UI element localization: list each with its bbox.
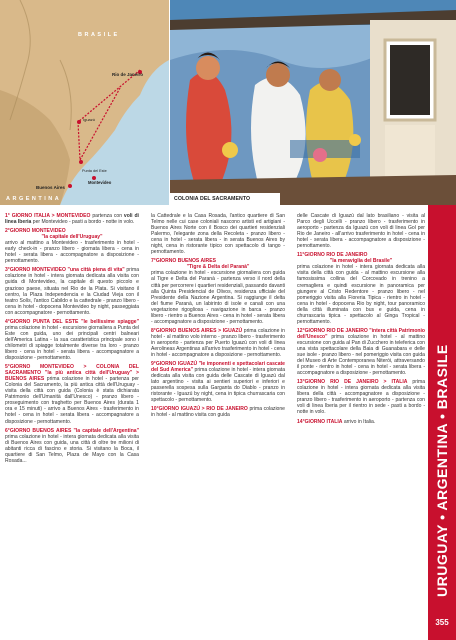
- day-title: BUENOS AIRES "la capitale dell'Argentina": [32, 427, 139, 434]
- day-title: RIO DE JANEIRO "intera città Patrimonio dell'Unesco": [297, 327, 425, 340]
- day-body: prima colazione in hotel - intera giornata dedicata alla visita libera della città - accompagnatore a disposizione - pranzo libero - trasferimento in aeroporto - partenza con voli di linea Iberia per il rientro in sede - pasti a bordo - notte in volo.: [297, 379, 426, 416]
- day-title: IGUAZÚ > RIO DE JANEIRO: [180, 406, 248, 413]
- itinerary-column-1: [5, 213, 139, 467]
- day-subtitle: "la meraviglia del Brasile": [329, 258, 393, 265]
- day-number: 1° GIORNO: [5, 213, 35, 219]
- day-body: prima colazione in hotel - intera giornata dedicata alla visita di Buenos Aires con guida, una città di oltre tre milioni di abitanti ricca di fascino e storia. Si visitano la Boca, il quartiere di San Telmo, Plaza de Mayo con la Casa Rosada...: [5, 433, 139, 464]
- day-entry: [5, 267, 139, 315]
- day-body: prima colazione in hotel - partenza per Colonia del Sacramento, la più antica città dell'Uruguay - visita della città con guida (Colonia è stata dichiarata Patrimonio dell'Umanità dall'Unesco) - pranzo libero - proseguimento con traghetto per Buenos Aires (durata 1 ora e 15 minuti) - arrivo a Buenos Aires - trasferimento in hotel - cena in hotel - serata libera - accompagnatore a disposizione - pernottamento.: [5, 376, 139, 425]
- itinerary-column-3: [297, 213, 425, 428]
- day-entry: [151, 213, 285, 255]
- day-entry: [151, 406, 285, 418]
- day-title: BUENOS AIRES: [177, 258, 216, 265]
- day-entry: [5, 428, 139, 464]
- day-body: prima colazione in hotel - intera giornata dedicata alla visita con guida delle Cascate di Iguazú dal lato argentino - visita ai sentieri superiori e inferiori e passerella sospesa sulla Garganta do Diablo - pranzo in ristorante - Iguazú by night, cena in tipica churrascaria con spettacolo - pernottamento.: [151, 367, 286, 404]
- day-entry: [297, 213, 425, 249]
- map-label-brasile: BRASILE: [78, 32, 120, 38]
- day-body: prima colazione in hotel - intera giornata dedicata alla visita della città con guida - al mattino escursione alla famosissima collina del Corcovado in trenino a cremagliera e quindi escursione in panoramica per giungere al Cristo Redentore - pranzo libero - nel pomeriggio visita alla Fioreria Tipica - rientro in hotel - cena in hotel - dopocena Rio by night, tour panoramico della città illuminata con bus e guida, cena in churrascaria tipica - spettacolo al Ginga Tropical - pernottamento.: [297, 264, 425, 325]
- day-entry: [151, 328, 285, 358]
- map-label-punta: Punta del Este: [82, 169, 107, 173]
- sidebar-title: URUGUAY • ARGENTINA • BRASILE: [434, 344, 450, 597]
- day-number: 14°GIORNO: [297, 418, 327, 425]
- day-number: 2°GIORNO: [5, 228, 32, 235]
- day-title: BUENOS AIRES > IGUAZÚ: [177, 327, 243, 334]
- day-entry: [5, 319, 139, 361]
- photo-caption: COLONIA DEL SACRAMENTO: [170, 193, 280, 205]
- day-body: prima colazione in hotel - al mattino visita con guida: [151, 406, 285, 419]
- day-entry: [151, 361, 285, 403]
- day-body: partenza con: [92, 213, 124, 219]
- day-subtitle: "la capitale dell'Uruguay": [41, 234, 103, 241]
- day-entry: [297, 252, 425, 325]
- map-label-buenos: Buenos Aires: [36, 185, 65, 190]
- day-number: 5°GIORNO: [5, 364, 40, 371]
- day-number: 6°GIORNO: [5, 427, 33, 434]
- day-highlight: voli di linea Iberia: [5, 213, 139, 226]
- day-entry: [5, 364, 139, 424]
- day-title: MONTEVIDEO "una città piena di vita": [31, 267, 125, 274]
- day-title: MONTEVIDEO > COLONIA DEL SACRAMENTO "la più antica città dell'Uruguay" > BUENOS AIRES: [5, 364, 140, 383]
- route-map: [0, 0, 169, 205]
- day-subtitle: "Tigre & Delta del Paranà": [186, 264, 250, 271]
- day-number: 10°GIORNO: [151, 406, 181, 413]
- day-title: IGUAZÚ "le imponenti e spettacolari cascate del Sud America": [151, 361, 285, 374]
- day-body: prima colazione in hotel - escursione giornaliera a Punta del Este con guida, uno dei principali centri balneari dell'America Latina - la sua caratteristica principale sono i chilometri di spiagge totalmente diverse tra loro - pranzo libero - cena in hotel - serata libera - accompagnatore a disposizione - pernottamento.: [5, 324, 139, 362]
- day-number: 12°GIORNO: [297, 327, 327, 334]
- day-title: RIO DE JANEIRO: [326, 252, 368, 259]
- day-body: prima colazione in hotel - al mattino escursione con guida al Pan di Zucchero in teleferica con una vista spettacolare della Baia di Guanabara e delle sue isole - pranzo libero - nel pomeriggio visita con guida del Museo di Arte Contemporanea Niterói, attraversando il ponte - rientro in hotel - cena in hotel - serata libera - accompagnatore a disposizione - pernottamento.: [297, 333, 426, 377]
- day-entry: [151, 258, 285, 325]
- day-body: prima colazione in hotel - escursione giornaliera con guida al Tigre e Delta del Paranà - partenza verso il nord della città per percorrere i quartieri residenziali, passando davanti alla Quinta Presidencial de Olivos, residenza ufficiale del Presidente della Nazione Argentina. Si raggiunge il delta del fiume Paranà, un labirinto di isole e canali con una vegetazione rigogliosa - navigazione in barca - pranzo libero - rientro a Buenos Aires - cena in hotel - serata libera - accompagnatore a disposizione - pernottamento.: [151, 270, 285, 325]
- day-number: 9°GIORNO: [151, 361, 178, 368]
- day-entry: [5, 213, 139, 225]
- map-label-rio: Rio de Janeiro: [112, 72, 144, 77]
- day-body-rest: per Montevideo - pasti a bordo - notte in volo.: [31, 219, 135, 226]
- day-number: 4°GIORNO: [5, 318, 33, 325]
- day-body: prima colazione in hotel - al mattino volo interno - pranzo libero - trasferimento in aeroporto - partenza per Puerto Iguazú con voli di linea Aerolineas Argentinas all'arrivo trasferimento in hotel - cena in hotel - accompagnatore a disposizione - pernottamento.: [151, 327, 285, 359]
- map-label-iguazu: Iguazú: [83, 117, 96, 122]
- day-title: RIO DE JANEIRO > ITALIA: [330, 379, 408, 386]
- day-entry: [297, 419, 425, 425]
- day-entry: [297, 328, 425, 376]
- day-number: 7°GIORNO: [151, 258, 178, 265]
- page-number: 355: [435, 618, 449, 627]
- map-label-montevideo: Montevideo: [88, 180, 112, 185]
- day-title: ITALIA: [326, 418, 343, 425]
- itinerary-columns: [5, 213, 425, 635]
- day-title: MONTEVIDEO: [31, 228, 66, 235]
- day-number: 3°GIORNO: [5, 267, 32, 274]
- day-number: 8°GIORNO: [151, 327, 178, 334]
- day-entry: [297, 379, 425, 415]
- day-number: 11°GIORNO: [297, 252, 327, 259]
- itinerary-column-2: [151, 213, 285, 422]
- day-title: PUNTA DEL ESTE "le bellissime spiagge": [33, 318, 139, 325]
- day-body: la Cattedrale e la Casa Rosada, l'antico quartiere di San Telmo nelle cui case coloniali nascono artisti ed artigiani - Buenos Aires Norte con il Bosco dei quartieri residenziali Palermo, l'elegante zona della Recoleta - pranzo libero - cena in hotel - serata libera - in serata Buenos Aires by night, cena in ristorante tipico con spettacolo di tango - pernottamento.: [151, 213, 285, 256]
- day-body: arrivo al mattino a Montevideo - trasferimento in hotel - early check-in - pranzo libero - giornata libera - cena in hotel - serata libera - accompagnatore a disposizione - pernottamento.: [5, 240, 139, 265]
- map-label-argentina: ARGENTINA: [6, 196, 62, 202]
- day-number: 13°GIORNO: [297, 379, 331, 386]
- day-body: prima colazione in hotel - intera giornata dedicata alla visita con guida di Montevideo, la capitale di questo piccolo e grazioso paese, situata nel Rio de la Plata. Si visitano il centro, la Plaza Independencia e la Ciudad Vieja con il teatro Solís, l'antico Cabildo e la cattedrale - pranzo libero - cena in hotel - dopocena Montevideo by night, passeggiata con accompagnatore - pernottamento.: [5, 267, 139, 316]
- day-entry: [5, 228, 139, 264]
- day-body: delle Cascate di Iguazú dal lato brasiliano - visita al Parco degli Uccelli - pranzo libero - trasferimento in aeroporto - partenza da Iguazú con voli di linea Gol per Rio de Janeiro - all'arrivo trasferimento in hotel - cena in hotel - serata libera - accompagnatore a disposizione - pernottamento.: [297, 213, 425, 250]
- day-title: ITALIA > MONTEVIDEO: [34, 213, 91, 219]
- colonia-photo: [170, 0, 456, 205]
- day-body: arrivo in Italia.: [343, 418, 376, 425]
